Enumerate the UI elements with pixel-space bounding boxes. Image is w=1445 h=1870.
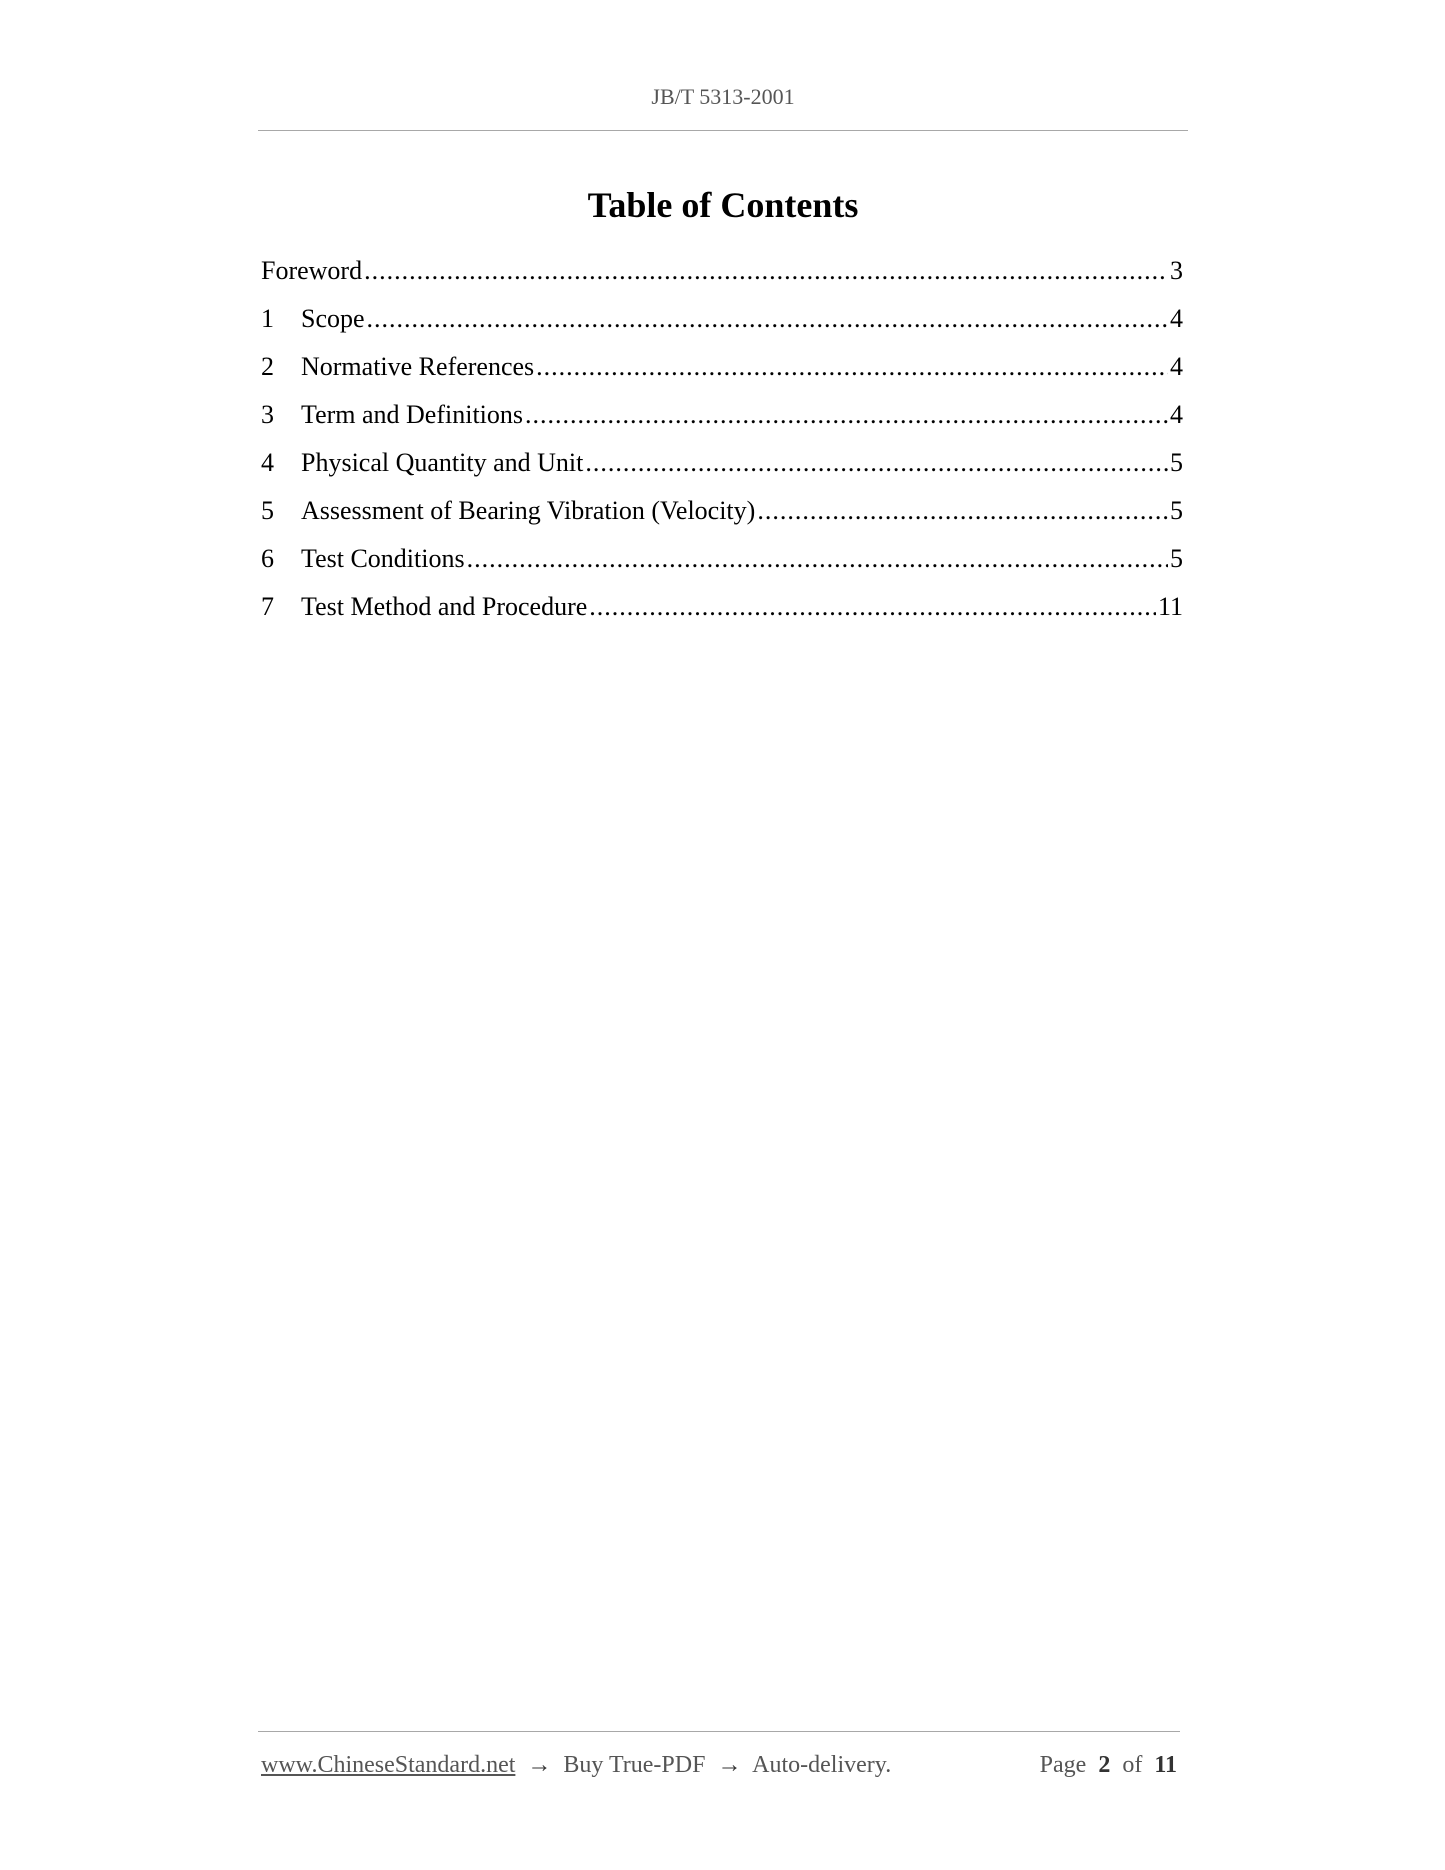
document-id-header: JB/T 5313-2001 <box>651 84 795 109</box>
buy-true-pdf-text: Buy True-PDF <box>563 1752 706 1778</box>
toc-entry-page: 5 <box>1170 448 1183 477</box>
toc-entry-number: 6 <box>261 544 274 573</box>
right-arrow-icon: → <box>527 1752 552 1778</box>
toc-entry-number: 7 <box>261 592 274 621</box>
footer-promo <box>261 1752 891 1779</box>
toc-entry-text: Normative References <box>301 352 535 381</box>
footer-divider <box>258 1731 1180 1732</box>
toc-list <box>261 256 1183 640</box>
toc-entry-text: Foreword <box>261 256 363 285</box>
chinese-standard-link[interactable]: www.ChineseStandard.net <box>261 1752 516 1778</box>
toc-dot-leader <box>757 496 1168 526</box>
toc-dot-leader <box>467 544 1168 574</box>
toc-entry-physical-quantity[interactable] <box>261 448 1183 496</box>
page-of-label: of <box>1122 1752 1143 1778</box>
toc-entry-page: 11 <box>1157 592 1183 621</box>
header-divider <box>258 130 1188 131</box>
current-page: 2 <box>1098 1752 1111 1778</box>
total-pages: 11 <box>1154 1752 1177 1778</box>
toc-dot-leader <box>585 448 1168 478</box>
toc-title: Table of Contents <box>587 185 859 225</box>
toc-entry-text: Term and Definitions <box>301 400 524 429</box>
toc-dot-leader <box>367 304 1168 334</box>
toc-entry-number: 3 <box>261 400 274 429</box>
toc-entry-test-conditions[interactable] <box>261 544 1183 592</box>
toc-entry-text: Test Conditions <box>301 544 465 573</box>
right-arrow-icon: → <box>717 1752 742 1778</box>
toc-dot-leader <box>364 256 1168 286</box>
toc-entry-page: 5 <box>1170 544 1183 573</box>
page-footer <box>261 1752 1177 1779</box>
toc-entry-test-method[interactable] <box>261 592 1183 640</box>
toc-entry-page: 5 <box>1170 496 1183 525</box>
toc-entry-number: 2 <box>261 352 274 381</box>
toc-entry-text: Test Method and Procedure <box>301 592 588 621</box>
toc-entry-terms-and-definitions[interactable] <box>261 400 1183 448</box>
toc-entry-scope[interactable] <box>261 304 1183 352</box>
toc-dot-leader <box>536 352 1168 382</box>
toc-entry-number: 4 <box>261 448 274 477</box>
toc-entry-number: 1 <box>261 304 274 333</box>
toc-entry-text: Physical Quantity and Unit <box>301 448 584 477</box>
toc-entry-text: Assessment of Bearing Vibration (Velocity) <box>301 496 756 525</box>
toc-entry-page: 3 <box>1170 256 1183 285</box>
toc-entry-bearing-vibration[interactable] <box>261 496 1183 544</box>
page-label: Page <box>1039 1752 1087 1778</box>
toc-entry-page: 4 <box>1170 304 1183 333</box>
auto-delivery-text: Auto-delivery. <box>752 1752 892 1778</box>
toc-entry-normative-references[interactable] <box>261 352 1183 400</box>
toc-entry-number: 5 <box>261 496 274 525</box>
toc-entry-page: 4 <box>1170 400 1183 429</box>
page-number <box>1040 1752 1177 1779</box>
toc-entry-text: Scope <box>301 304 365 333</box>
toc-entry-page: 4 <box>1170 352 1183 381</box>
toc-dot-leader <box>589 592 1156 622</box>
toc-dot-leader <box>525 400 1168 430</box>
toc-entry-foreword[interactable] <box>261 256 1183 304</box>
